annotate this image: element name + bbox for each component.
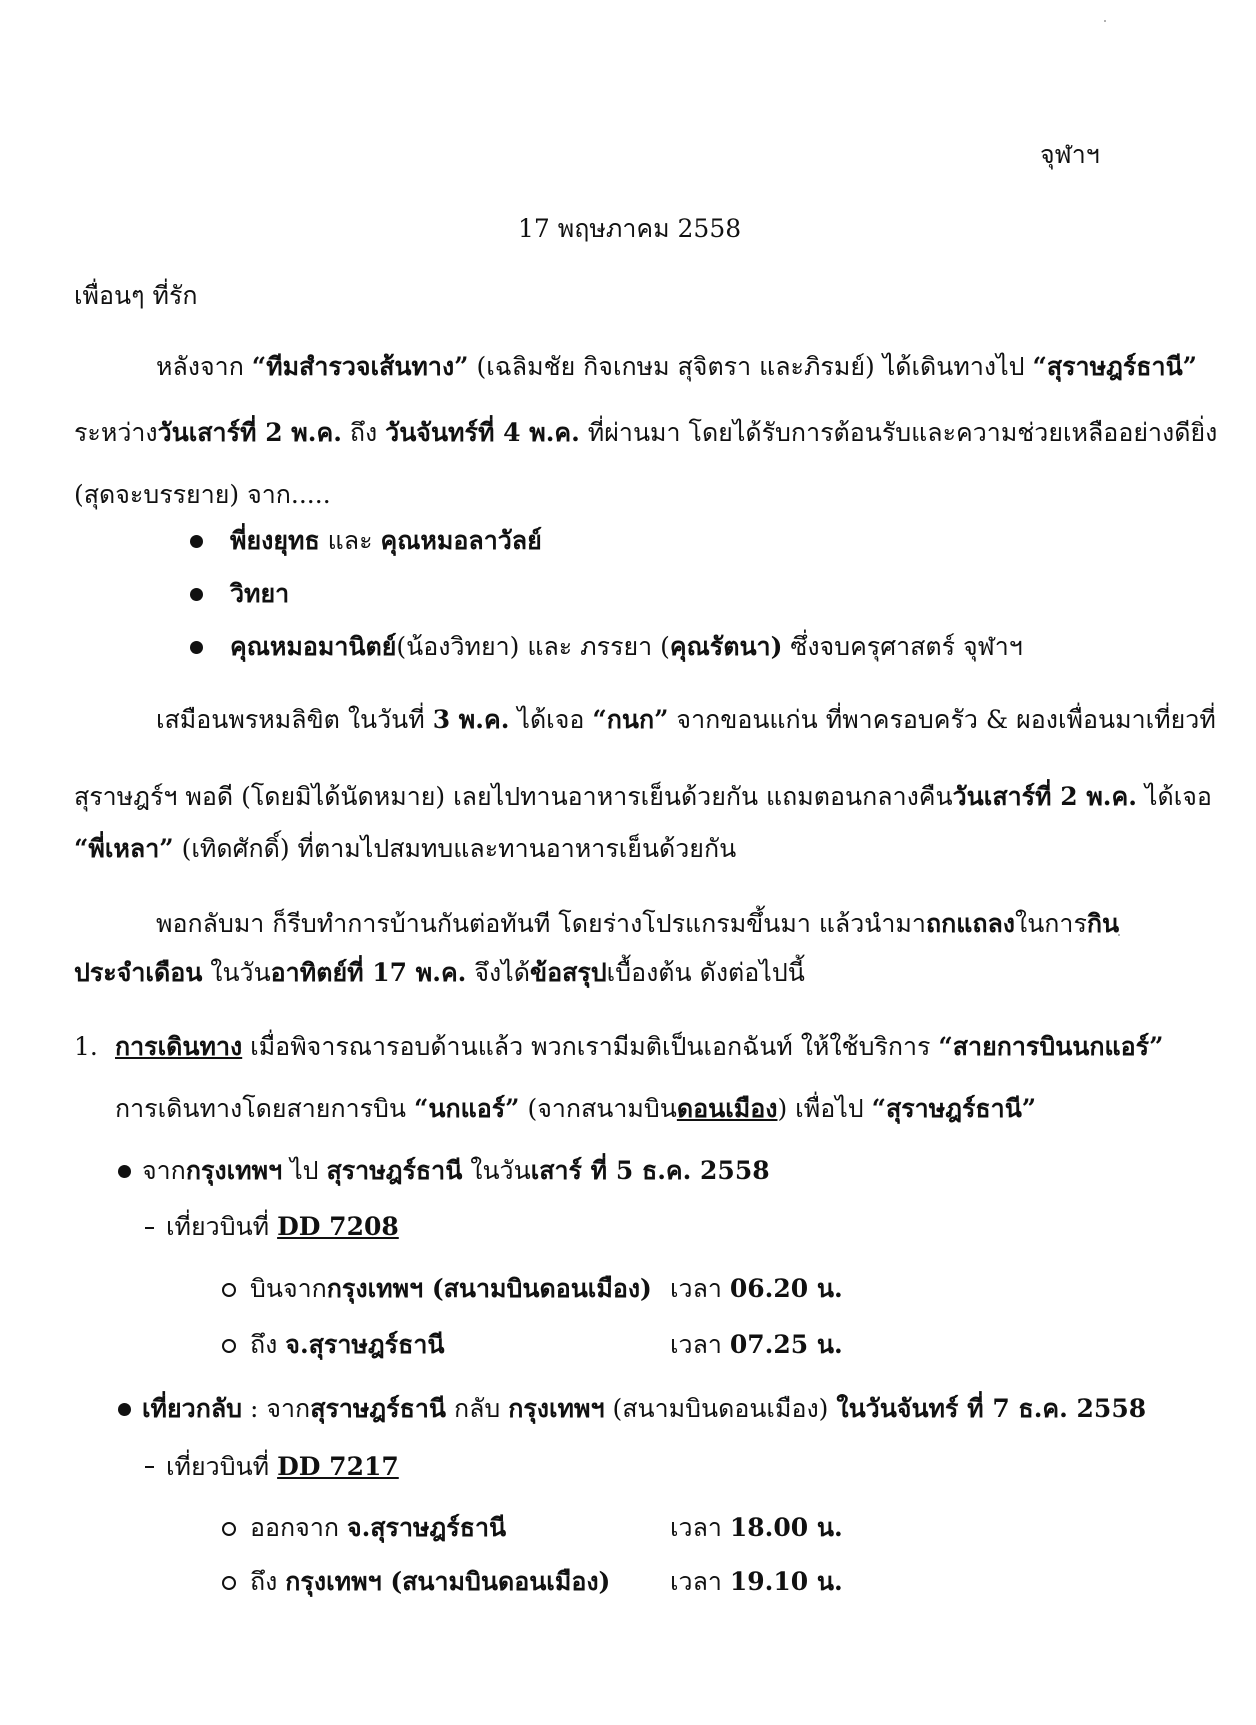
letter-date: 17 พฤษภาคม 2558 (518, 214, 742, 243)
para2-line1: เสมือนพรหมลิขิต ในวันที่ 3 พ.ค. ได้เจอ “กนก” จากขอนแก่น ที่พาครอบครัว & ผองเพื่อนมาเที่ยวที่ (156, 705, 1216, 734)
host-item: คุณหมอมานิตย์(น้องวิทยา) และ ภรรยา (คุณรัตนา) ซึ่งจบครุศาสตร์ จุฬาฯ (230, 632, 1023, 661)
circle-bullet-icon (222, 1339, 236, 1353)
outbound-depart: บินจากกรุงเทพฯ (สนามบินดอนเมือง) (250, 1274, 652, 1303)
inbound-depart-time: เวลา 18.00 น. (670, 1513, 843, 1542)
para3-line2: ประจำเดือน ในวันอาทิตย์ที่ 17 พ.ค. จึงได้ข้อสรุปเบื้องต้น ดังต่อไปนี้ (74, 958, 805, 987)
outbound-arrive: ถึง จ.สุราษฎร์ธานี (250, 1330, 445, 1359)
para1-line1: หลังจาก “ทีมสำรวจเส้นทาง” (เฉลิมชัย กิจเกษม สุจิตรา และภิรมย์) ได้เดินทางไป “สุราษฎร์ธานี” (156, 352, 1198, 381)
org-name: จุฬาฯ (1040, 140, 1100, 169)
inbound-arrive: ถึง กรุงเทพฯ (สนามบินดอนเมือง) (250, 1567, 611, 1596)
bullet-icon (190, 588, 203, 601)
bullet-icon (118, 1165, 131, 1178)
circle-bullet-icon (222, 1522, 236, 1536)
para3-line1: พอกลับมา ก็รีบทำการบ้านกันต่อทันที โดยร่างโปรแกรมขึ้นมา แล้วนำมาถกแถลงในการกิน (156, 909, 1120, 938)
para2-line3: “พี่เหลา” (เทิดศักดิ์) ที่ตามไปสมทบและทานอาหารเย็นด้วยกัน (74, 834, 737, 863)
outbound-depart-time: เวลา 06.20 น. (670, 1274, 843, 1303)
bullet-icon (190, 641, 203, 654)
para1-line3: (สุดจะบรรยาย) จาก..... (74, 480, 331, 509)
host-item: วิทยา (230, 579, 290, 608)
bullet-icon (190, 535, 203, 548)
item-number: 1. (74, 1032, 98, 1061)
inbound-heading: เที่ยวกลับ : จากสุราษฎร์ธานี กลับ กรุงเทพฯ (สนามบินดอนเมือง) ในวันจันทร์ ที่ 7 ธ.ค. 2558 (142, 1394, 1147, 1423)
bullet-icon (118, 1403, 131, 1416)
inbound-arrive-time: เวลา 19.10 น. (670, 1567, 843, 1596)
host-item: พี่ยงยุทธ และ คุณหมอลาวัลย์ (230, 526, 542, 555)
scan-speck (1104, 20, 1106, 22)
item1-line2: การเดินทางโดยสายการบิน “นกแอร์” (จากสนามบินดอนเมือง) เพื่อไป “สุราษฎร์ธานี” (115, 1094, 1037, 1123)
circle-bullet-icon (222, 1283, 236, 1297)
outbound-arrive-time: เวลา 07.25 น. (670, 1330, 843, 1359)
item1-line1: การเดินทาง เมื่อพิจารณารอบด้านแล้ว พวกเรามีมติเป็นเอกฉันท์ ให้ใช้บริการ “สายการบินนกแอร์” (115, 1032, 1164, 1061)
dash-icon (145, 1227, 154, 1229)
para2-line2: สุราษฎร์ฯ พอดี (โดยมิได้นัดหมาย) เลยไปทานอาหารเย็นด้วยกัน แถมตอนกลางคืนวันเสาร์ที่ 2 พ.ค. ได้เจอ (74, 782, 1212, 811)
para1-line2: ระหว่างวันเสาร์ที่ 2 พ.ค. ถึง วันจันทร์ที่ 4 พ.ค. ที่ผ่านมา โดยได้รับการต้อนรับและความช่วยเหลืออย่างดียิ่ง (74, 418, 1218, 447)
salutation: เพื่อนๆ ที่รัก (74, 281, 198, 310)
inbound-depart: ออกจาก จ.สุราษฎร์ธานี (250, 1513, 507, 1542)
circle-bullet-icon (222, 1576, 236, 1590)
dash-icon (145, 1466, 154, 1468)
inbound-flight: เที่ยวบินที่ DD 7217 (166, 1452, 399, 1481)
outbound-flight: เที่ยวบินที่ DD 7208 (166, 1212, 399, 1241)
outbound-heading: จากกรุงเทพฯ ไป สุราษฎร์ธานี ในวันเสาร์ ที่ 5 ธ.ค. 2558 (142, 1156, 770, 1185)
